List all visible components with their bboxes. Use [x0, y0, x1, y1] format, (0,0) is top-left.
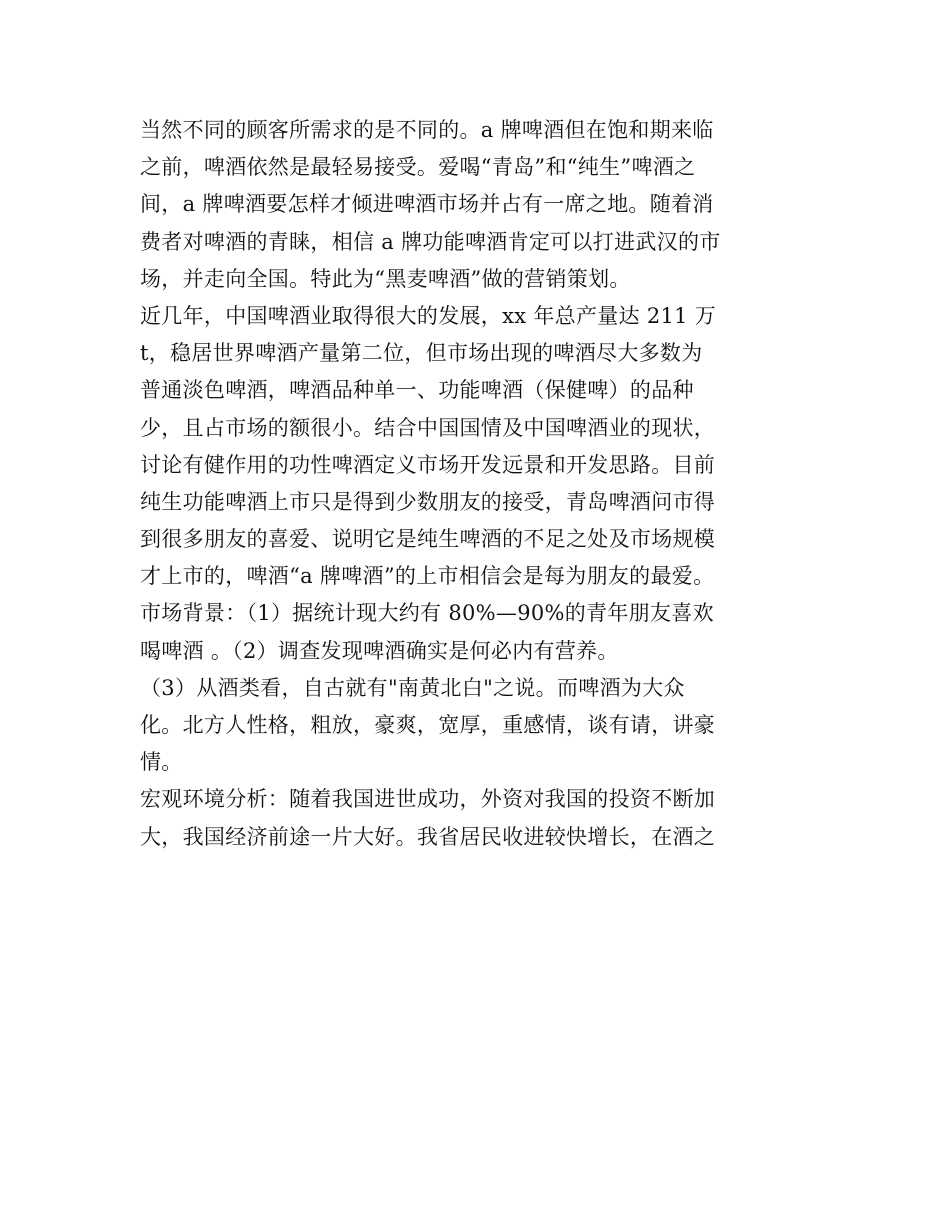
- text-line: 费者对啤酒的青睐，相信 a 牌功能啤酒肯定可以打进武汉的市: [140, 229, 721, 254]
- body-text: [140, 112, 820, 856]
- text-line: 纯生功能啤酒上市只是得到少数朋友的接受，青岛啤酒问市得: [140, 489, 716, 514]
- text-line: t，稳居世界啤酒产量第二位，但市场出现的啤酒尽大多数为: [140, 341, 703, 366]
- text-line: 大，我国经济前途一片大好。我省居民收进较快增长，在酒之: [140, 824, 716, 849]
- text-line: 之前，啤酒依然是最轻易接受。爱喝“青岛”和“纯生”啤酒之: [140, 155, 696, 180]
- text-line: 到很多朋友的喜爱、说明它是纯生啤酒的不足之处及市场规模: [140, 527, 716, 552]
- text-line: 少，且占市场的额很小。结合中国国情及中国啤酒业的现状，: [140, 415, 716, 440]
- text-line: 喝啤酒 。（2）调查发现啤酒确实是何必内有营养。: [140, 638, 619, 663]
- text-line: 当然不同的顾客所需求的是不同的。a 牌啤酒但在饱和期来临: [140, 118, 714, 142]
- text-line: 宏观环境分析：随着我国进世成功，外资对我国的投资不断加: [140, 787, 716, 812]
- text-line: 讨论有健作用的功性啤酒定义市场开发远景和开发思路。目前: [140, 452, 716, 477]
- text-line: 情。: [140, 750, 183, 775]
- text-line: 化。北方人性格，粗放，豪爽，宽厚，重感情，谈有请，讲豪: [140, 713, 716, 737]
- text-line: 普通淡色啤酒，啤酒品种单一、功能啤酒（保健啤）的品种: [140, 378, 694, 403]
- text-line: 近几年，中国啤酒业取得很大的发展，xx 年总产量达 211 万: [140, 303, 717, 328]
- text-line: 场，并走向全国。特此为“黑麦啤酒”做的营销策划。: [140, 266, 631, 291]
- text-line: （3）从酒类看，自古就有"南黄北白"之说。而啤酒为大众: [140, 675, 685, 700]
- text-line: 市场背景：（1）据统计现大约有 80%—90%的青年朋友喜欢: [140, 601, 714, 626]
- text-line: 间，a 牌啤酒要怎样才倾进啤酒市场并占有一席之地。随着消: [140, 192, 714, 217]
- text-line: 才上市的，啤酒“a 牌啤酒”的上市相信会是每为朋友的最爱。: [140, 564, 715, 589]
